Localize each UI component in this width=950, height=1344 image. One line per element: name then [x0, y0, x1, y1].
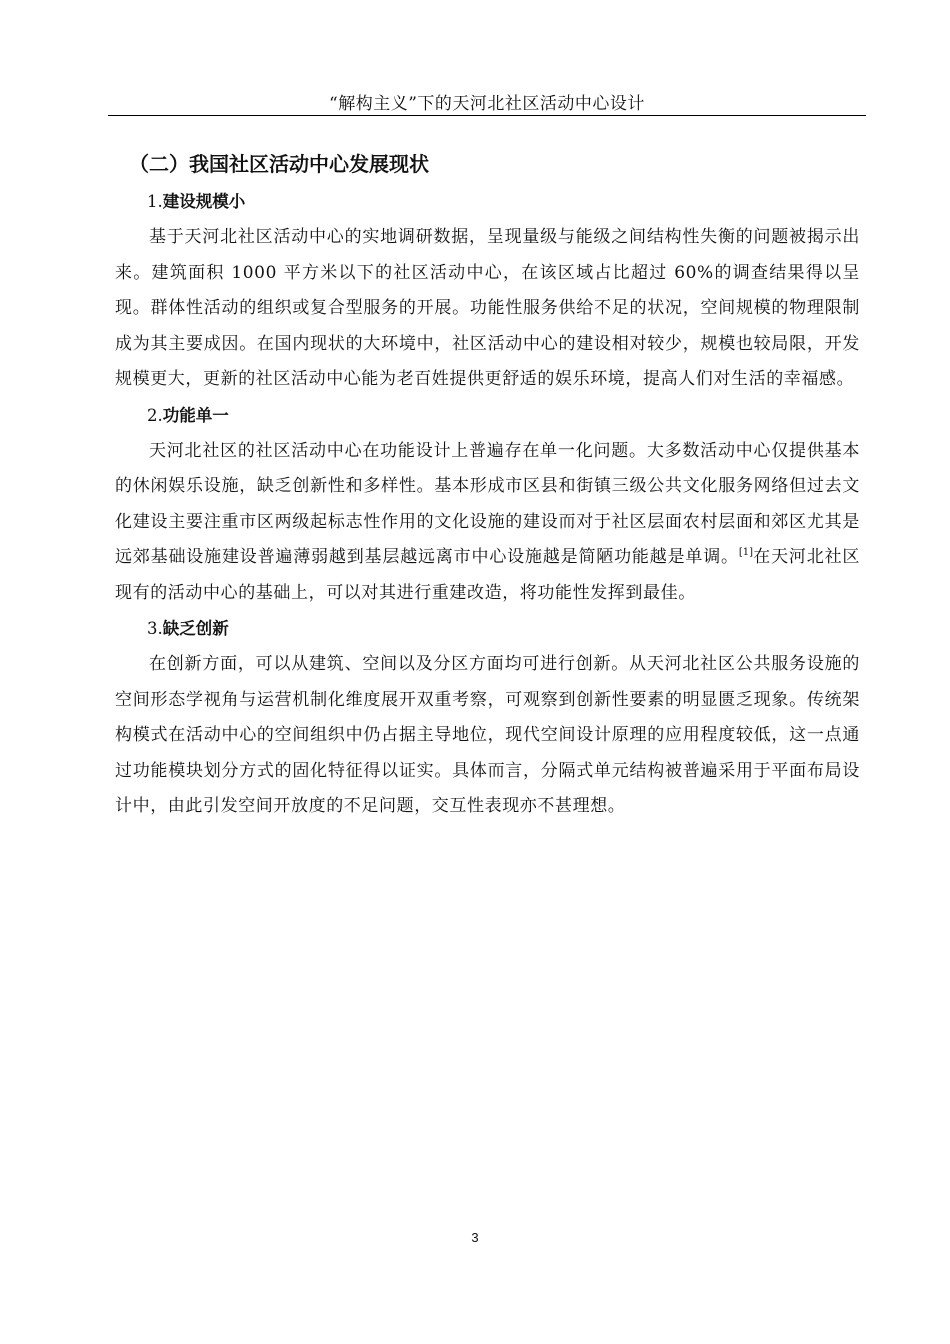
citation-reference: [1] [738, 547, 754, 558]
page-number: 3 [471, 1230, 479, 1245]
subsection-title: 缺乏创新 [162, 619, 229, 638]
subsection-number: 3. [147, 619, 163, 638]
paragraph-single-function [115, 434, 860, 612]
page-body [115, 144, 860, 825]
running-header: “解构主义”下的天河北社区活动中心设计 [329, 94, 645, 114]
subsection-heading-1 [115, 184, 860, 220]
subsection-heading-3 [115, 611, 860, 647]
subsection-heading-2 [115, 398, 860, 434]
subsection-number: 2. [147, 405, 163, 425]
paragraph-text: 天河北社区的社区活动中心在功能设计上普遍存在单一化问题。大多数活动中心仅提供基本的休闲娱乐设施，缺乏创新性和多样性。基本形成市区县和街镇三级公共文化服务网络但过去文化建设主要注重市区两级起标志性作用的文化设施的建设而对于社区层面农村层面和郊区尤其是远郊基础设施建设普遍薄弱越到基层越远离市中心设施越是简陋功能越是单调。 [115, 440, 860, 567]
subsection-title: 建设规模小 [162, 192, 246, 211]
paragraph-text: 在天河北社区现有的活动中心的基础上，可以对其进行重建改造，将功能性发挥到最佳。 [115, 547, 860, 603]
subsection-number: 1. [147, 192, 163, 211]
header-rule [108, 115, 866, 116]
paragraph-building-scale: 基于天河北社区活动中心的实地调研数据，呈现量级与能级之间结构性失衡的问题被揭示出来。建筑面积 1000 平方米以下的社区活动中心，在该区域占比超过 60%的调查结果得以呈现。群体性活动的组织或复合型服务的开展。功能性服务供给不足的状况，空间规模的物理限制成为其主要成因。在国内现状的大环境中，社区活动中心的建设相对较少，规模也较局限，开发规模更大，更新的社区活动中心能为老百姓提供更舒适的娱乐环境，提高人们对生活的幸福感。 [115, 227, 860, 389]
subsection-title: 功能单一 [162, 405, 229, 425]
section-title: （二）我国社区活动中心发展现状 [129, 152, 429, 176]
paragraph-lack-innovation: 在创新方面，可以从建筑、空间以及分区方面均可进行创新。从天河北社区公共服务设施的空间形态学视角与运营机制化维度展开双重考察，可观察到创新性要素的明显匮乏现象。传统架构模式在活动中心的空间组织中仍占据主导地位，现代空间设计原理的应用程度较低，这一点通过功能模块划分方式的固化特征得以证实。具体而言，分隔式单元结构被普遍采用于平面布局设计中，由此引发空间开放度的不足问题，交互性表现亦不甚理想。 [115, 654, 860, 816]
